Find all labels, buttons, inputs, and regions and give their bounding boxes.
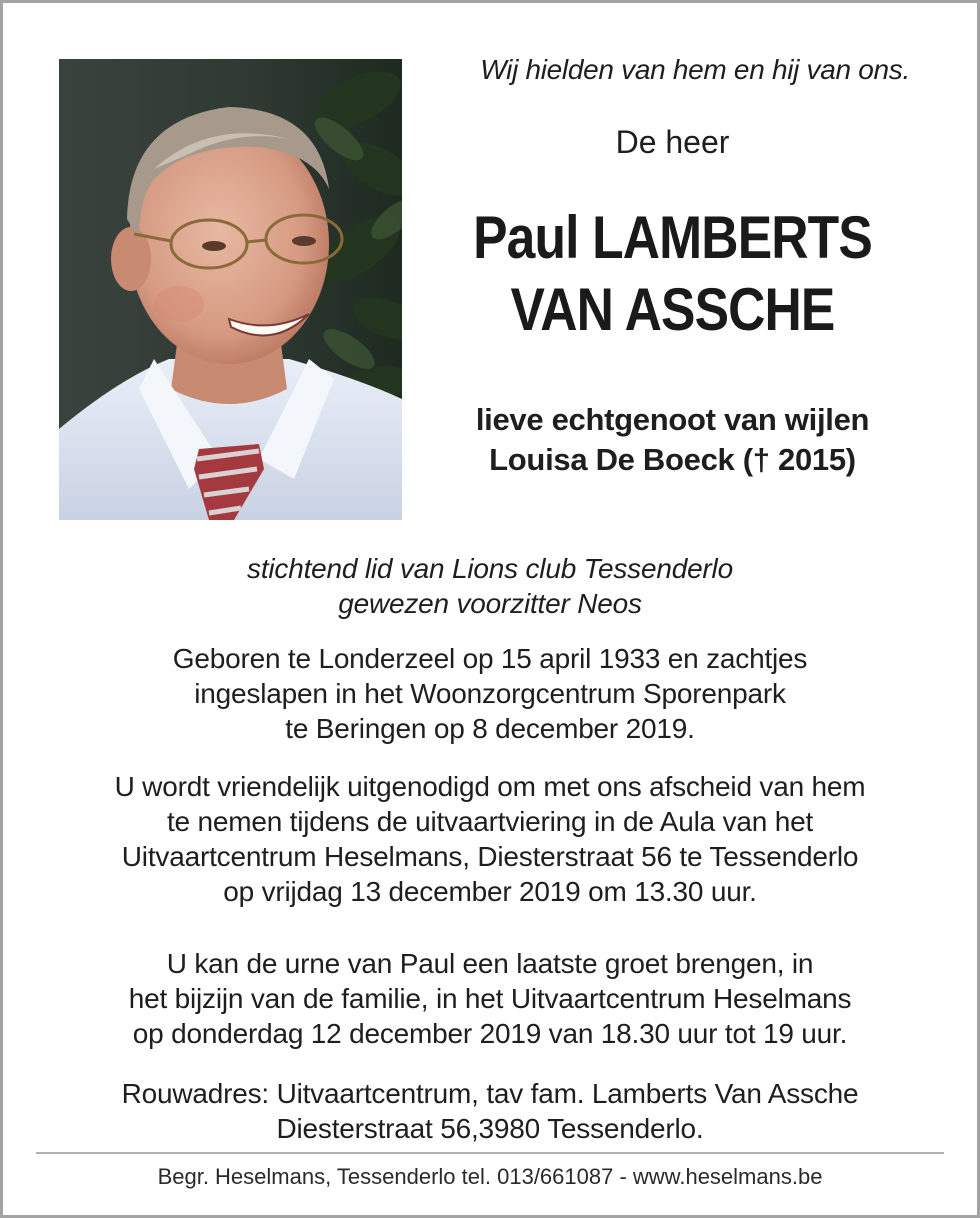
name-line-2: VAN ASSCHE [510, 276, 835, 343]
name-line-1: Paul LAMBERTS [473, 204, 872, 271]
funeral-home-footer: Begr. Heselmans, Tessenderlo tel. 013/661087 - www.heselmans.be [157, 1164, 823, 1189]
birth-death-paragraph [40, 641, 940, 746]
paragraph-line: Uitvaartcentrum Heselmans, Diesterstraat 56 te Tessenderlo [121, 841, 859, 872]
urn-visit-paragraph [40, 946, 940, 1051]
divider [36, 1152, 944, 1154]
paragraph-line: U wordt vriendelijk uitgenodigd om met ons afscheid van hem [114, 771, 866, 802]
ceremony-paragraph [40, 769, 940, 909]
paragraph-line: te nemen tijdens de uitvaartviering in de Aula van het [166, 806, 814, 837]
paragraph-line: op vrijdag 13 december 2019 om 13.30 uur. [223, 876, 757, 907]
role-line: stichtend lid van Lions club Tessenderlo [247, 553, 733, 584]
portrait-photo [59, 59, 402, 520]
spouse-info [420, 400, 925, 480]
spouse-line-2: Louisa De Boeck († 2015) [489, 442, 856, 477]
paragraph-line: op donderdag 12 december 2019 van 18.30 uur tot 19 uur. [132, 1018, 848, 1049]
deceased-name [455, 202, 889, 346]
address-line: Rouwadres: Uitvaartcentrum, tav fam. Lamberts Van Assche [121, 1078, 859, 1109]
paragraph-line: U kan de urne van Paul een laatste groet brengen, in [166, 948, 814, 979]
spouse-line-1: lieve echtgenoot van wijlen [475, 402, 870, 437]
role-line: gewezen voorzitter Neos [338, 588, 642, 619]
paragraph-line: ingeslapen in het Woonzorgcentrum Sporenpark [194, 678, 786, 709]
paragraph-line: te Beringen op 8 december 2019. [285, 713, 695, 744]
address-line: Diesterstraat 56,3980 Tessenderlo. [276, 1113, 704, 1144]
roles [40, 551, 940, 621]
motto: Wij hielden van hem en hij van ons. [480, 54, 910, 85]
paragraph-line: het bijzijn van de familie, in het Uitvaartcentrum Heselmans [128, 983, 852, 1014]
paragraph-line: Geboren te Londerzeel op 15 april 1933 en zachtjes [172, 643, 808, 674]
salutation: De heer [615, 124, 730, 160]
mourning-address [40, 1076, 940, 1146]
